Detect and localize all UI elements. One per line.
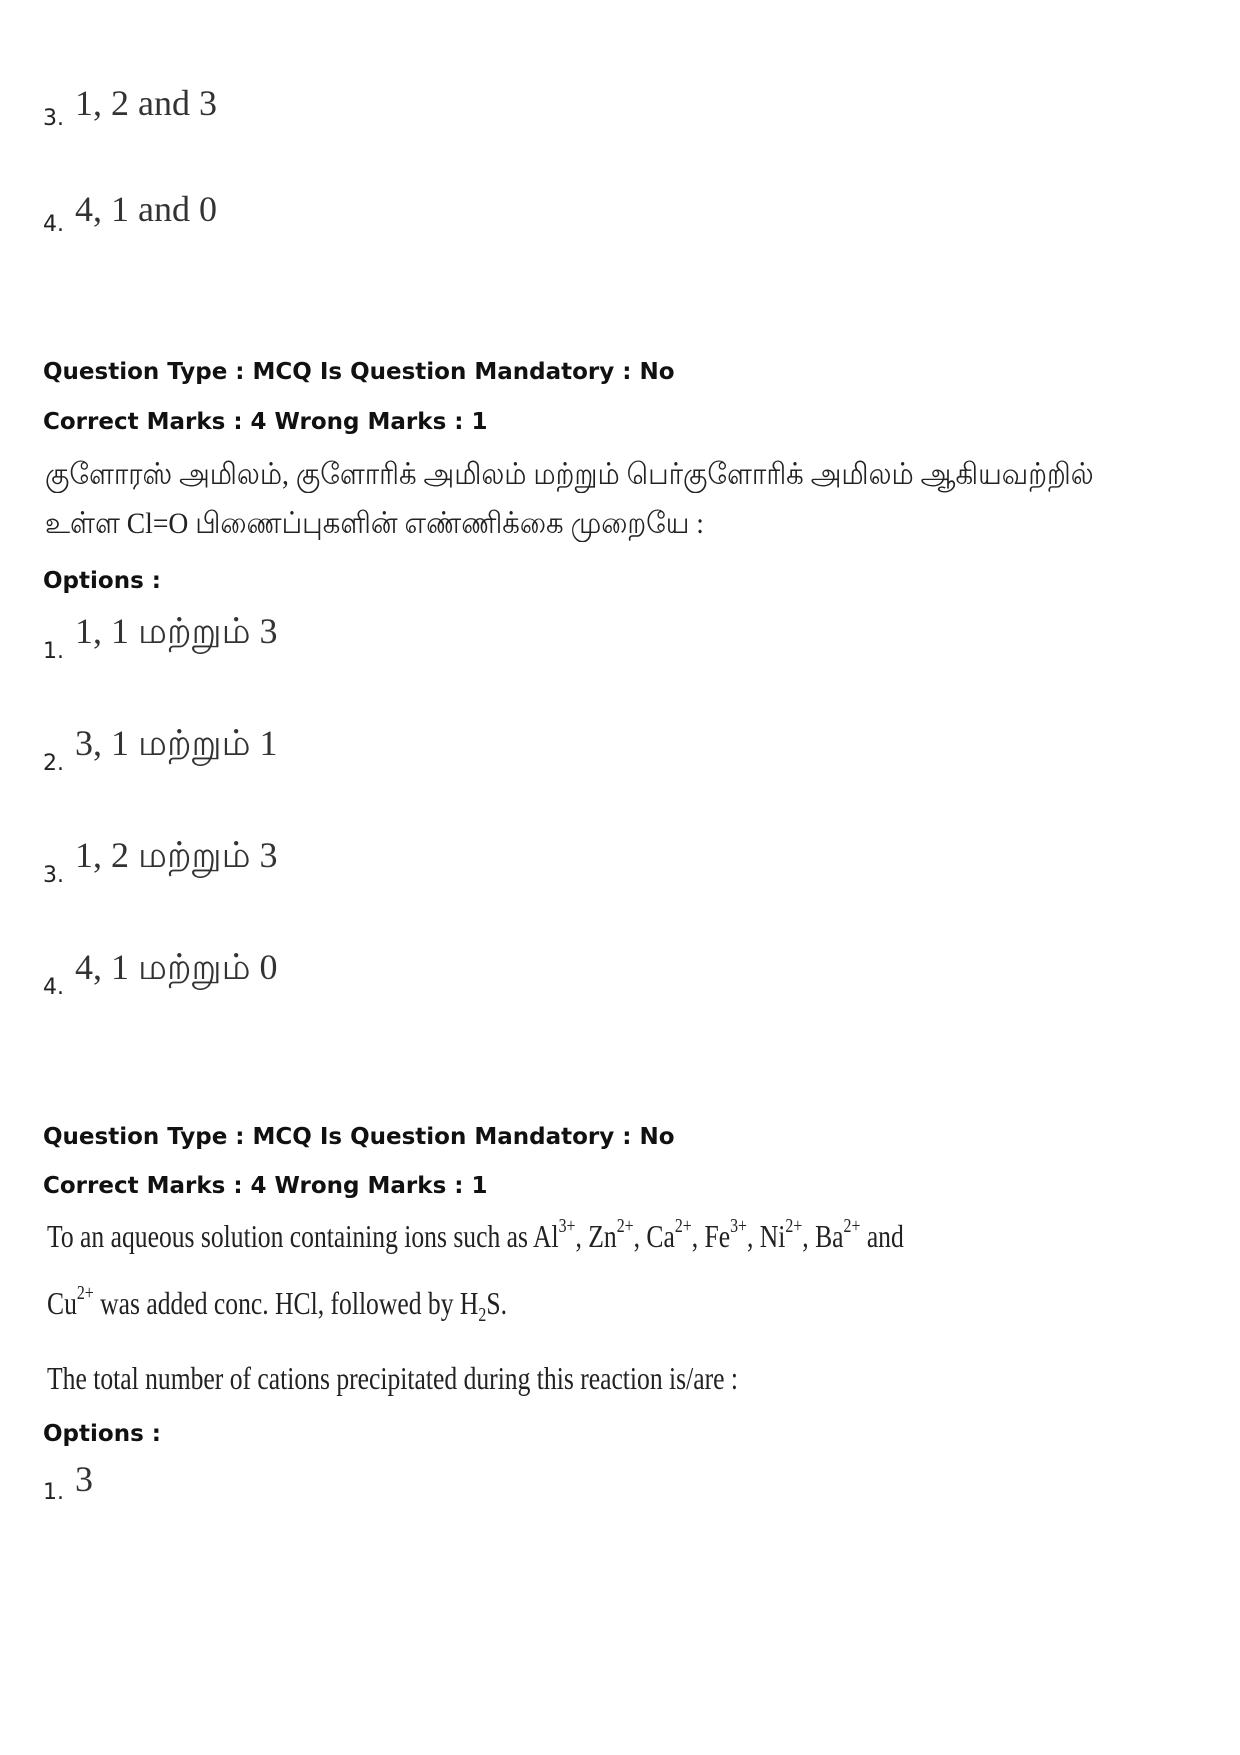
separator: , xyxy=(633,1218,647,1254)
option-text: 4, 1 and 0 xyxy=(75,189,217,229)
ion xyxy=(704,1215,760,1254)
ion xyxy=(646,1215,705,1254)
ion-symbol: Ba xyxy=(815,1218,844,1254)
ion-symbol: Fe xyxy=(704,1218,731,1254)
ion-symbol: Ca xyxy=(646,1218,675,1254)
question-text-line-1 xyxy=(47,1215,904,1255)
separator: and xyxy=(860,1218,904,1254)
question-text-line-2 xyxy=(47,1282,507,1326)
ion-charge: 3+ xyxy=(730,1215,747,1238)
question-text-mid: was added conc. HCl, followed by xyxy=(93,1285,460,1321)
ion-charge: 2+ xyxy=(616,1215,634,1238)
ion xyxy=(532,1215,589,1254)
ion-charge: 3+ xyxy=(558,1215,576,1238)
separator: , xyxy=(802,1218,816,1254)
option-text: 1, 2 and 3 xyxy=(75,83,217,123)
option-text: 4, 1 மற்றும் 0 xyxy=(75,947,278,987)
question-text-line: உள்ள Cl=O பிணைப்புகளின் எண்ணிக்கை முறையே : xyxy=(45,507,704,540)
option-number: 3. xyxy=(43,863,64,888)
separator: , xyxy=(575,1218,589,1254)
ion-charge: 2+ xyxy=(785,1215,803,1238)
question-text-line-3: The total number of cations precipitated during this reaction is/are : xyxy=(47,1360,738,1396)
formula-element: S. xyxy=(486,1285,507,1321)
question-type-line: Question Type : MCQ Is Question Mandatory : No xyxy=(43,359,675,385)
option-number: 1. xyxy=(43,639,64,664)
option-number: 4. xyxy=(43,212,64,237)
formula-subscript: 2 xyxy=(478,1303,487,1326)
ion-symbol: Ni xyxy=(759,1218,786,1254)
marks-line: Correct Marks : 4 Wrong Marks : 1 xyxy=(43,1173,488,1199)
options-label: Options : xyxy=(43,568,161,594)
ion xyxy=(815,1215,904,1254)
option-text: 1, 2 மற்றும் 3 xyxy=(75,835,278,875)
formula-element: H xyxy=(459,1285,479,1321)
option-number: 1. xyxy=(43,1480,64,1505)
question-text-prefix: To an aqueous solution containing ions such as xyxy=(47,1218,533,1254)
option-number: 2. xyxy=(43,751,64,776)
option-text: 1, 1 மற்றும் 3 xyxy=(75,611,278,651)
options-label: Options : xyxy=(43,1421,161,1447)
separator: , xyxy=(747,1218,760,1254)
ion xyxy=(588,1215,647,1254)
question-text-line: குளோரஸ் அமிலம், குளோரிக் அமிலம் மற்றும் பெர்குளோரிக் அமிலம் ஆகியவற்றில் xyxy=(45,458,1094,491)
option-text: 3, 1 மற்றும் 1 xyxy=(75,723,278,763)
ion-symbol: Zn xyxy=(588,1218,617,1254)
ion xyxy=(759,1215,816,1254)
ion-symbol: Cu xyxy=(47,1285,77,1321)
option-text: 3 xyxy=(75,1459,93,1499)
option-number: 3. xyxy=(43,106,64,131)
ion-charge: 2+ xyxy=(843,1215,861,1238)
marks-line: Correct Marks : 4 Wrong Marks : 1 xyxy=(43,409,488,435)
ion-charge: 2+ xyxy=(674,1215,692,1238)
question-type-line: Question Type : MCQ Is Question Mandatory : No xyxy=(43,1124,675,1150)
option-number: 4. xyxy=(43,975,64,1000)
ion-symbol: Al xyxy=(532,1218,559,1254)
separator: , xyxy=(691,1218,705,1254)
ion-charge: 2+ xyxy=(76,1282,94,1305)
